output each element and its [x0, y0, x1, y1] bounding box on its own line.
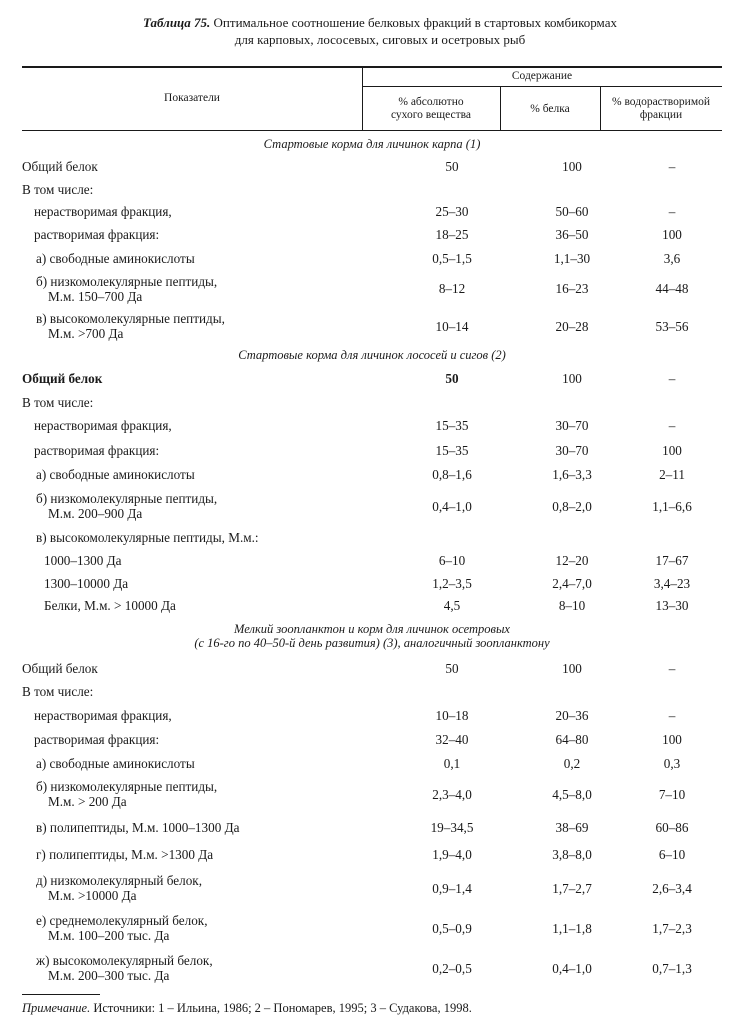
table-row: е) среднемолекулярный белок, М.м. 100–200 тыс. Да 0,5–0,9 1,1–1,8 1,7–2,3: [36, 913, 692, 943]
top-rule: [22, 66, 722, 68]
table-row: а) свободные аминокислоты 0,1 0,2 0,3: [36, 755, 681, 771]
table-row: б) низкомолекулярные пептиды, М.м. 200–900 Да 0,4–1,0 0,8–2,0 1,1–6,6: [36, 491, 692, 521]
footnote-text: Источники: 1 – Ильина, 1986; 2 – Пономарев, 1995; 3 – Судакова, 1998.: [93, 1001, 472, 1015]
footnote-rule: [22, 994, 100, 995]
header-col-dry: % абсолютно сухого вещества: [390, 96, 472, 121]
table-row: В том числе:: [22, 181, 94, 197]
table-row: 1000–1300 Да 6–10 12–20 17–67: [44, 552, 689, 568]
caption-label: Таблица 75.: [143, 15, 211, 30]
section-title: Стартовые корма для личинок лососей и сигов (2): [238, 347, 506, 362]
header-col-water: % водорастворимой фракции: [612, 96, 710, 121]
table-row: ж) высокомолекулярный белок, М.м. 200–300 тыс. Да 0,2–0,5 0,4–1,0 0,7–1,3: [36, 953, 692, 983]
header-content: Содержание: [511, 70, 573, 82]
table-row: в) высокомолекулярные пептиды, М.м.:: [36, 529, 259, 545]
caption-line1: Оптимальное соотношение белковых фракций в стартовых комбикормах: [213, 15, 617, 30]
table-row: нерастворимая фракция, 10–18 20–36 –: [34, 707, 676, 723]
table-caption: [40, 14, 720, 31]
table-row: в) высокомолекулярные пептиды, М.м. >700 Да 10–14 20–28 53–56: [36, 311, 689, 341]
table-row: 1300–10000 Да 1,2–3,5 2,4–7,0 3,4–23: [44, 576, 691, 591]
table-caption-line2: для карповых, лососевых, сиговых и осетровых рыб: [234, 32, 526, 47]
header-bottom-rule: [22, 130, 722, 131]
header-indicators: Показатели: [164, 92, 220, 104]
table-row: растворимая фракция: 32–40 64–80 100: [34, 731, 682, 747]
section-title: Стартовые корма для личинок карпа (1): [263, 136, 481, 151]
table-row: Белки, М.м. > 10000 Да 4,5 8–10 13–30: [44, 598, 689, 613]
table-row: а) свободные аминокислоты 0,5–1,5 1,1–30 3,6: [36, 250, 681, 266]
table-row: Общий белок 50 100 –: [22, 159, 676, 174]
section-title-row: [22, 616, 722, 656]
table-row: б) низкомолекулярные пептиды, М.м. > 200 Да 2,3–4,0 4,5–8,0 7–10: [36, 779, 686, 809]
table-row: Общий белок 50 100 –: [22, 370, 676, 386]
section-title: Мелкий зоопланктон и корм для личинок осетровых (с 16-го по 40–50-й день развития) (3), аналогичный зоопланктону: [194, 622, 550, 650]
section-title-row: [22, 345, 722, 365]
header-col-protein: % белка: [530, 103, 570, 115]
footnote-label: Примечание.: [22, 1001, 91, 1015]
footnote: [22, 1001, 472, 1016]
table-row: г) полипептиды, М.м. >1300 Да 1,9–4,0 3,8–8,0 6–10: [36, 847, 686, 862]
table-row: В том числе:: [22, 394, 94, 410]
table-row: нерастворимая фракция, 15–35 30–70 –: [34, 418, 676, 433]
table-row: б) низкомолекулярные пептиды, М.м. 150–700 Да 8–12 16–23 44–48: [36, 273, 689, 304]
table-row: Общий белок 50 100 –: [22, 660, 676, 676]
table-row: растворимая фракция: 18–25 36–50 100: [34, 227, 682, 242]
content-rule: [362, 86, 722, 87]
section-title-row: [22, 133, 722, 155]
table-row: а) свободные аминокислоты 0,8–1,6 1,6–3,3 2–11: [36, 466, 685, 482]
table-row: в) полипептиды, М.м. 1000–1300 Да 19–34,5 38–69 60–86: [36, 819, 689, 835]
table-row: В том числе:: [22, 684, 94, 699]
table-row: нерастворимая фракция, 25–30 50–60 –: [34, 204, 676, 219]
table-row: д) низкомолекулярный белок, М.м. >10000 Да 0,9–1,4 1,7–2,7 2,6–3,4: [36, 873, 692, 903]
table-row: растворимая фракция: 15–35 30–70 100: [34, 442, 682, 458]
data-table: [22, 133, 722, 988]
